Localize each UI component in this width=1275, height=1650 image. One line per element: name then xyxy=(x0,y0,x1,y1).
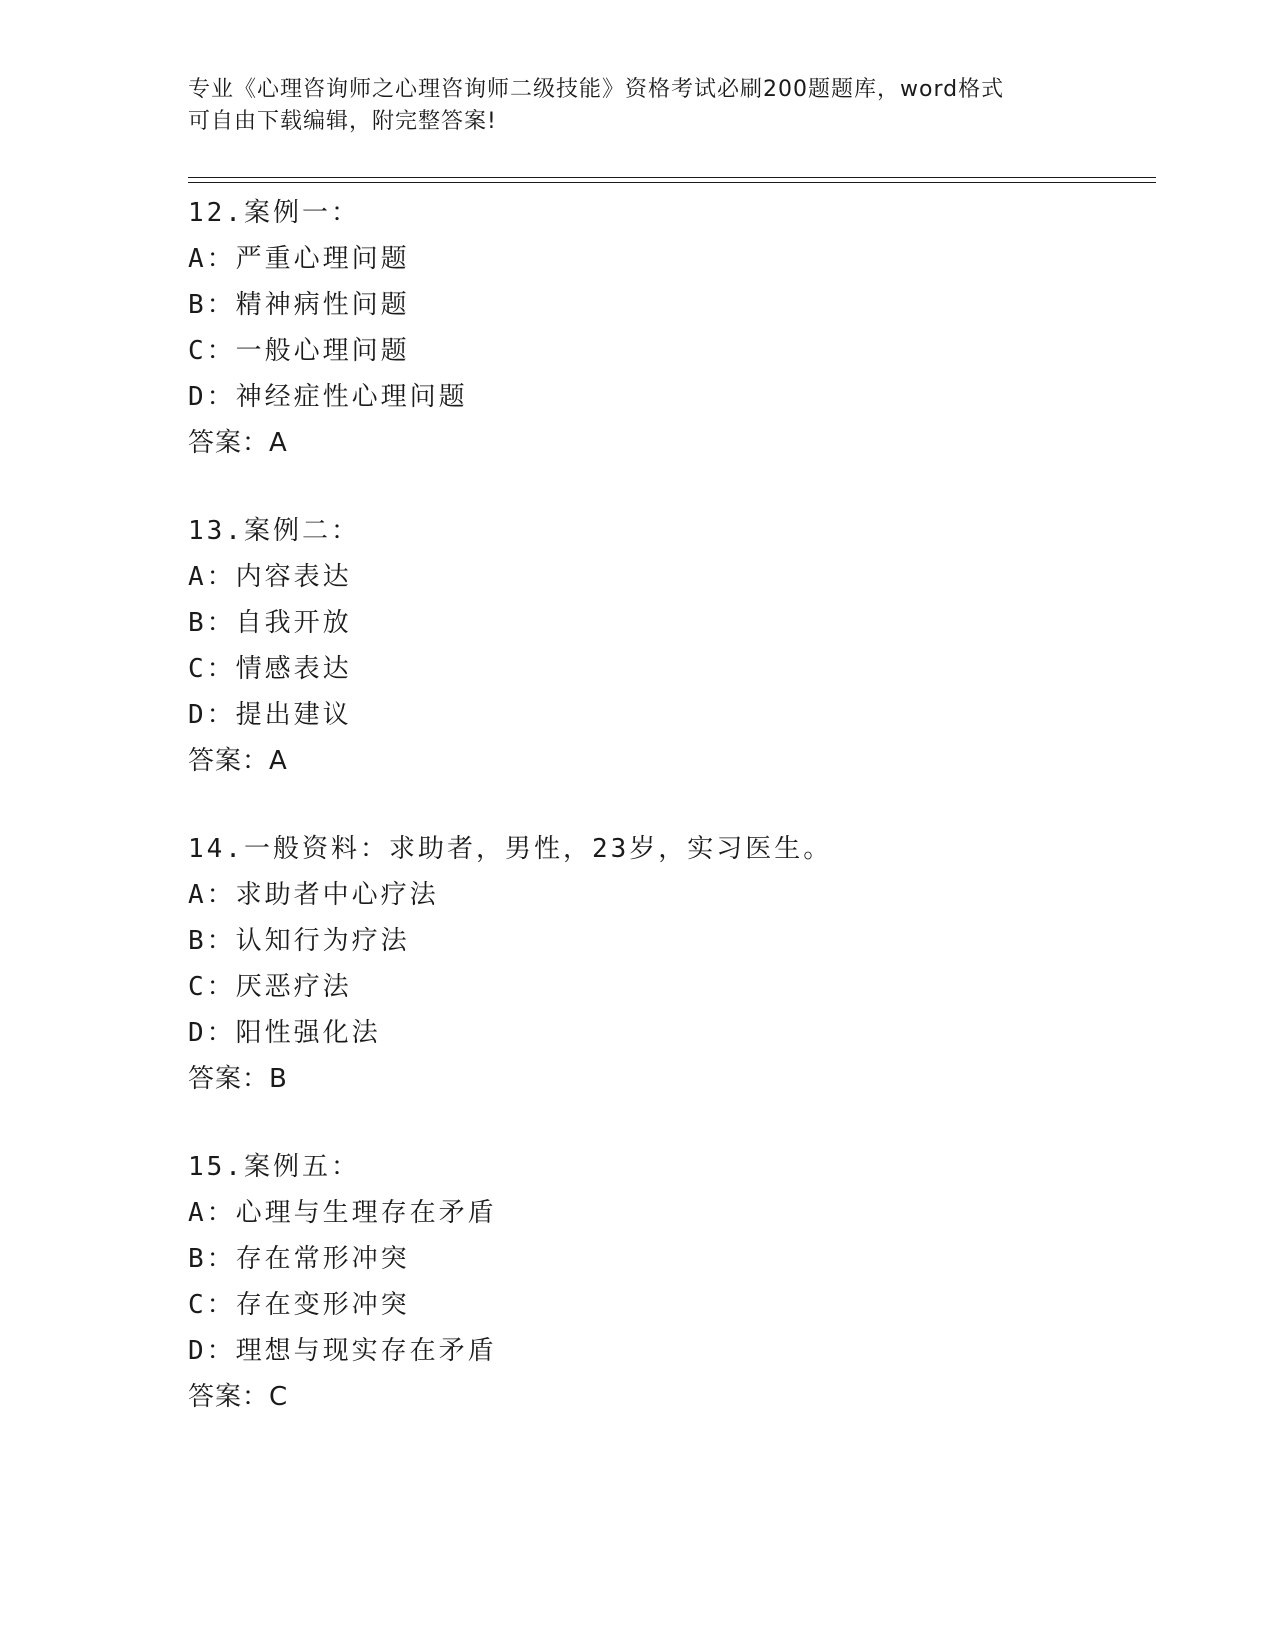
question-list xyxy=(188,190,1156,1420)
question-12 xyxy=(188,190,1156,466)
option-c: C：情感表达 xyxy=(188,654,352,684)
answer-line: 答案：C xyxy=(188,1382,289,1412)
header-line-1: 专业《心理咨询师之心理咨询师二级技能》资格考试必刷200题题库，word格式 xyxy=(188,77,1005,102)
option-c: C：厌恶疗法 xyxy=(188,972,352,1002)
document-header xyxy=(188,74,1088,138)
question-stem: 13.案例二： xyxy=(188,516,360,546)
answer-line: 答案：A xyxy=(188,428,288,458)
option-b: B：存在常形冲突 xyxy=(188,1244,410,1274)
option-d: D：神经症性心理问题 xyxy=(188,382,468,412)
answer-line: 答案：A xyxy=(188,746,288,776)
option-a: A：心理与生理存在矛盾 xyxy=(188,1198,497,1228)
option-a: A：内容表达 xyxy=(188,562,352,592)
answer-line: 答案：B xyxy=(188,1064,288,1094)
question-15 xyxy=(188,1144,1156,1420)
option-a: A：求助者中心疗法 xyxy=(188,880,439,910)
question-stem: 15.案例五： xyxy=(188,1152,360,1182)
option-a: A：严重心理问题 xyxy=(188,244,410,274)
question-14 xyxy=(188,826,1156,1102)
option-b: B：自我开放 xyxy=(188,608,352,638)
question-stem: 12.案例一： xyxy=(188,198,360,228)
option-d: D：阳性强化法 xyxy=(188,1018,381,1048)
header-divider-bottom xyxy=(188,182,1156,183)
question-stem: 14.一般资料：求助者，男性，23岁，实习医生。 xyxy=(188,834,833,864)
header-divider-top xyxy=(188,177,1156,178)
option-b: B：认知行为疗法 xyxy=(188,926,410,956)
option-b: B：精神病性问题 xyxy=(188,290,410,320)
option-c: C：存在变形冲突 xyxy=(188,1290,410,1320)
question-13 xyxy=(188,508,1156,784)
header-line-2: 可自由下载编辑，附完整答案! xyxy=(188,109,497,134)
option-c: C：一般心理问题 xyxy=(188,336,410,366)
option-d: D：提出建议 xyxy=(188,700,352,730)
option-d: D：理想与现实存在矛盾 xyxy=(188,1336,497,1366)
